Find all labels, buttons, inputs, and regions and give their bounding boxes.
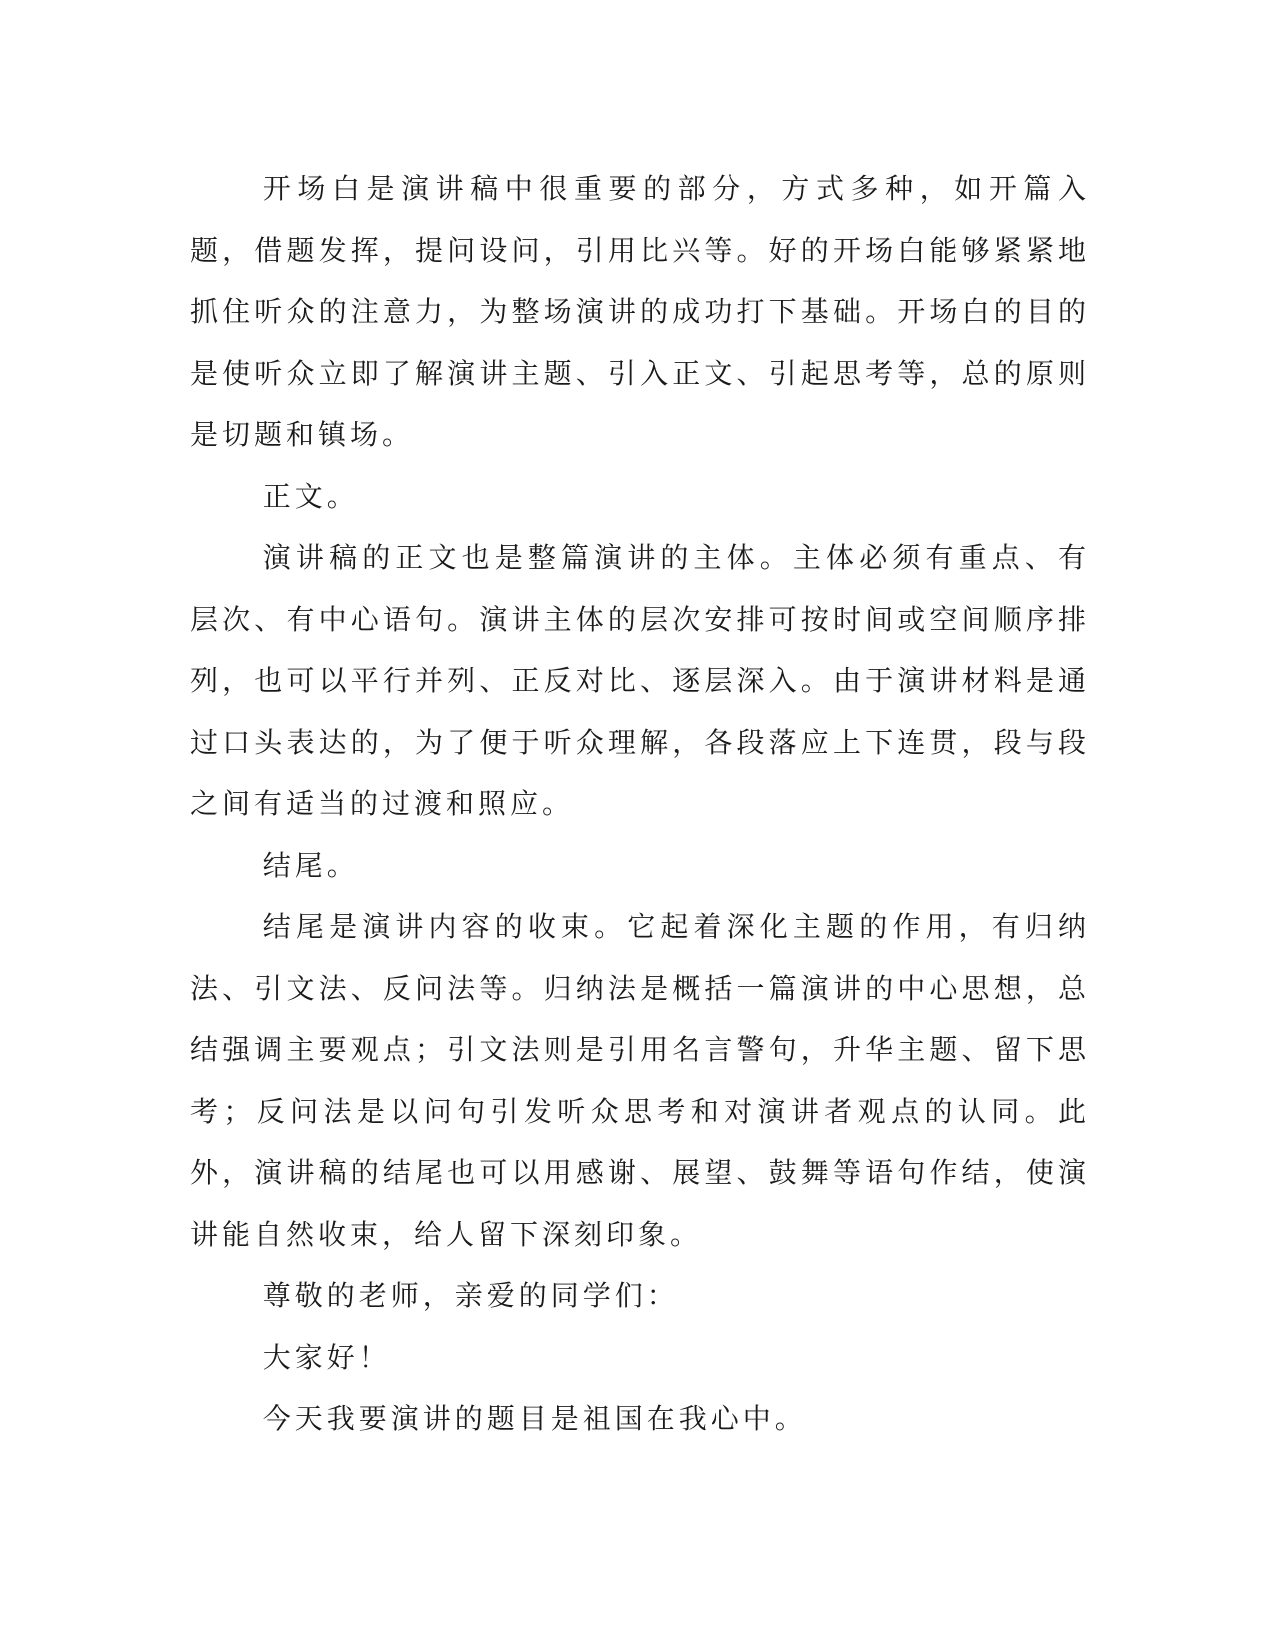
paragraph-topic: 今天我要演讲的题目是祖国在我心中。 xyxy=(262,1402,807,1435)
document-body xyxy=(190,158,1090,1450)
paragraph-greeting: 大家好！ xyxy=(262,1340,391,1374)
paragraph-salutation: 尊敬的老师，亲爱的同学们： xyxy=(262,1279,679,1312)
heading-ending: 结尾。 xyxy=(262,848,359,882)
heading-main-body: 正文。 xyxy=(262,479,359,513)
paragraph-opening-remarks: 开场白是演讲稿中很重要的部分，方式多种，如开篇入题，借题发挥，提问设问，引用比兴等。好的开场白能够紧紧地抓住听众的注意力，为整场演讲的成功打下基础。开场白的目的是使听众立即了解演讲主题、引入正文、引起思考等，总的原则是切题和镇场。 xyxy=(190,172,1090,451)
paragraph-ending: 结尾是演讲内容的收束。它起着深化主题的作用，有归纳法、引文法、反问法等。归纳法是概括一篇演讲的中心思想，总结强调主要观点；引文法则是引用名言警句，升华主题、留下思考；反问法是以问句引发听众思考和对演讲者观点的认同。此外，演讲稿的结尾也可以用感谢、展望、鼓舞等语句作结，使演讲能自然收束，给人留下深刻印象。 xyxy=(190,910,1090,1251)
paragraph-main-body: 演讲稿的正文也是整篇演讲的主体。主体必须有重点、有层次、有中心语句。演讲主体的层次安排可按时间或空间顺序排列，也可以平行并列、正反对比、逐层深入。由于演讲材料是通过口头表达的，为了便于听众理解，各段落应上下连贯，段与段之间有适当的过渡和照应。 xyxy=(190,541,1090,820)
